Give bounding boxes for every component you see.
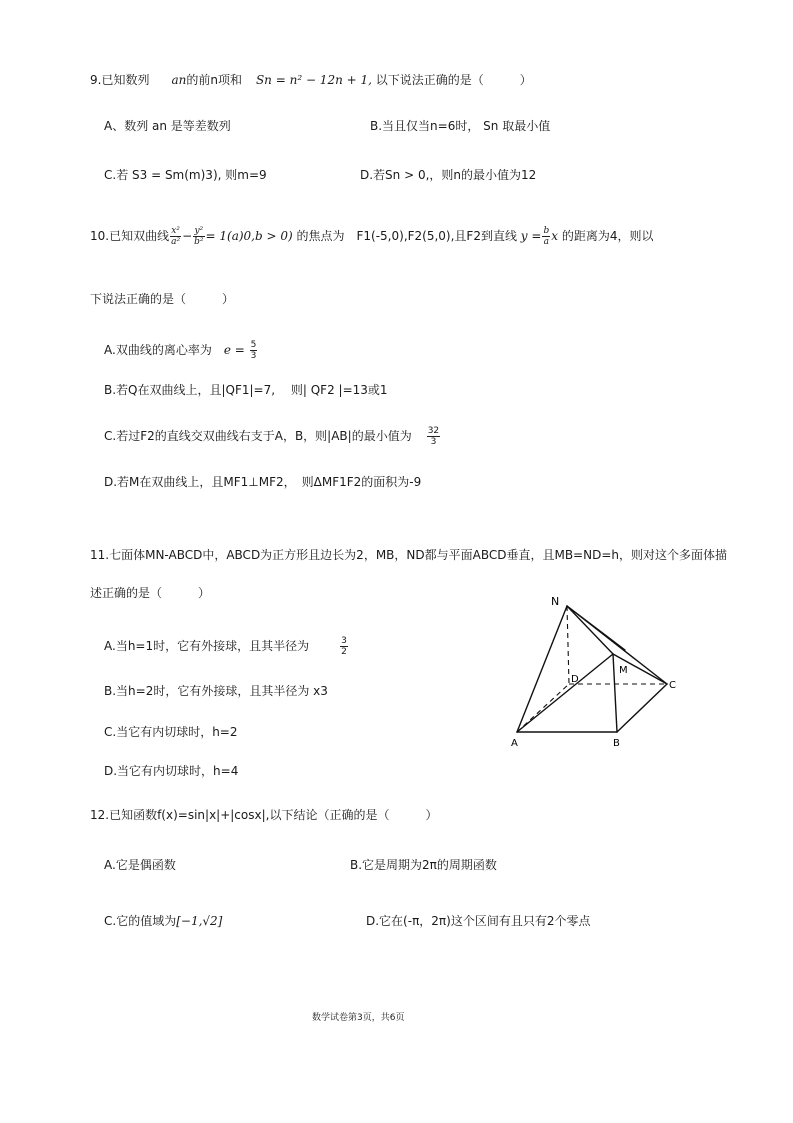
edge-n-top xyxy=(567,606,625,650)
q10-option-c-frac xyxy=(427,426,440,447)
frac-denominator: 2 xyxy=(341,647,347,657)
q12-stem: 12.已知函数f(x)=sin|x|+|cosx|,以下结论（正确的是（ ） xyxy=(90,808,438,822)
label-d: D xyxy=(571,674,579,685)
q9-option-d: D.若Sn > 0,，则n的最小值为12 xyxy=(360,168,537,182)
q10-option-a-frac xyxy=(250,340,258,361)
q10-stem-line2: 下说法正确的是（ ） xyxy=(90,292,235,306)
label-a: A xyxy=(511,738,518,749)
q11-stem-line1: 11.七面体MN-ABCD中，ABCD为正方形且边长为2，MB，ND都与平面ABCD垂直，且MB=ND=h，则对这个多面体描 xyxy=(90,548,727,562)
frac-denominator: 3 xyxy=(430,437,437,447)
edge-nd-hidden xyxy=(567,606,569,684)
q10-stem-part: 10.已知双曲线 xyxy=(90,229,170,243)
q12-option-b: B.它是周期为2π的周期函数 xyxy=(350,858,497,872)
frac-numerator: 32 xyxy=(427,426,440,436)
q10-option-a-eq: e = xyxy=(223,343,245,357)
q10-option-d: D.若M在双曲线上，且MF1⊥MF2， 则ΔMF1F2的面积为-9 xyxy=(104,475,422,489)
q10-option-c xyxy=(104,426,441,447)
label-c: C xyxy=(669,680,676,691)
q12-option-c-text: C.它的值域为 xyxy=(104,914,177,928)
q11-option-b: B.当h=2时，它有外接球，且其半径为 x3 xyxy=(104,684,328,698)
q12-option-a: A.它是偶函数 xyxy=(104,858,176,872)
q12-option-c xyxy=(104,913,222,929)
q10-stem-part: 的焦点为 F1(-5,0),F2(5,0),且F2到直线 xyxy=(296,229,517,243)
q11-option-a xyxy=(104,636,349,657)
q11-option-a-frac xyxy=(340,636,348,657)
q11-option-c: C.当它有内切球时，h=2 xyxy=(104,725,238,739)
q9-option-c: C.若 S3 = Sm(m)3), 则m=9 xyxy=(104,168,267,182)
edge-na xyxy=(517,606,567,732)
page-footer: 数学试卷第3页，共6页 xyxy=(312,1013,405,1023)
q9-stem xyxy=(90,72,532,88)
q10-frac-ba: $\frac{b}{a}$ xyxy=(543,226,550,247)
q10-frac-y: $\frac{\text{y²}}{\text{b²}}$ xyxy=(194,226,204,247)
q9-stem-part: 的前n项和 xyxy=(186,73,242,87)
edge-ma xyxy=(517,654,613,732)
q9-stem-an: an xyxy=(171,73,187,87)
label-b: B xyxy=(613,738,620,749)
q11-stem-line2: 述正确的是（ ） xyxy=(90,586,211,600)
q11-option-d: D.当它有内切球时，h=4 xyxy=(104,764,239,778)
q11-option-a-text: A.当h=1时，它有外接球，且其半径为 xyxy=(104,639,310,653)
frac-numerator: 5 xyxy=(250,340,257,350)
q10-option-b: B.若Q在双曲线上，且|QF1|=7, 则| QF2 |=13或1 xyxy=(104,383,388,397)
q10-stem-part: 的距离为4，则以 xyxy=(561,229,654,243)
q10-stem-eq: = 1(a)0,b > 0) xyxy=(205,229,293,243)
q10-frac-x: $\frac{\text{x²}}{\text{a²}}$ xyxy=(171,226,181,247)
q12-option-c-range: [−1,√2] xyxy=(176,914,223,928)
edge-nm xyxy=(567,606,613,654)
edge-mb xyxy=(613,654,617,732)
label-m: M xyxy=(619,665,628,676)
q9-stem-part: 9.已知数列 xyxy=(90,73,150,87)
frac-numerator: 3 xyxy=(341,636,347,646)
q10-option-a xyxy=(104,340,258,361)
q9-option-a: A、数列 an 是等差数列 xyxy=(104,119,231,133)
q10-option-a-text: A.双曲线的离心率为 xyxy=(104,343,224,357)
q9-stem-part: 以下说法正确的是（ ） xyxy=(375,73,532,87)
q9-stem-formula: Sn = n² − 12n + 1, xyxy=(255,73,372,87)
q11-polyhedron-figure xyxy=(505,592,705,752)
label-n: N xyxy=(551,595,560,608)
q10-option-c-text: C.若过F2的直线交双曲线右支于A，B，则|AB|的最小值为 xyxy=(104,429,412,443)
edge-ad-hidden xyxy=(517,684,569,732)
frac-denominator: 3 xyxy=(250,351,257,361)
q10-stem: 10.已知双曲线 $\frac{\text{x²}}{\text{a²}}$ − $\frac{\text{y²}}{\text{b²}}$ = 1(a)0,b > 0) 的焦点为 F1(-5,0),F2(5,0),且F2到直线 y = $\frac{b}{a}$ x 的距离为4，则以 xyxy=(90,226,654,247)
edge-bc xyxy=(617,684,667,732)
q12-option-d: D.它在(-π，2π)这个区间有且只有2个零点 xyxy=(366,914,591,928)
q9-option-b: B.当且仅当n=6时， Sn 取最小值 xyxy=(370,119,551,133)
